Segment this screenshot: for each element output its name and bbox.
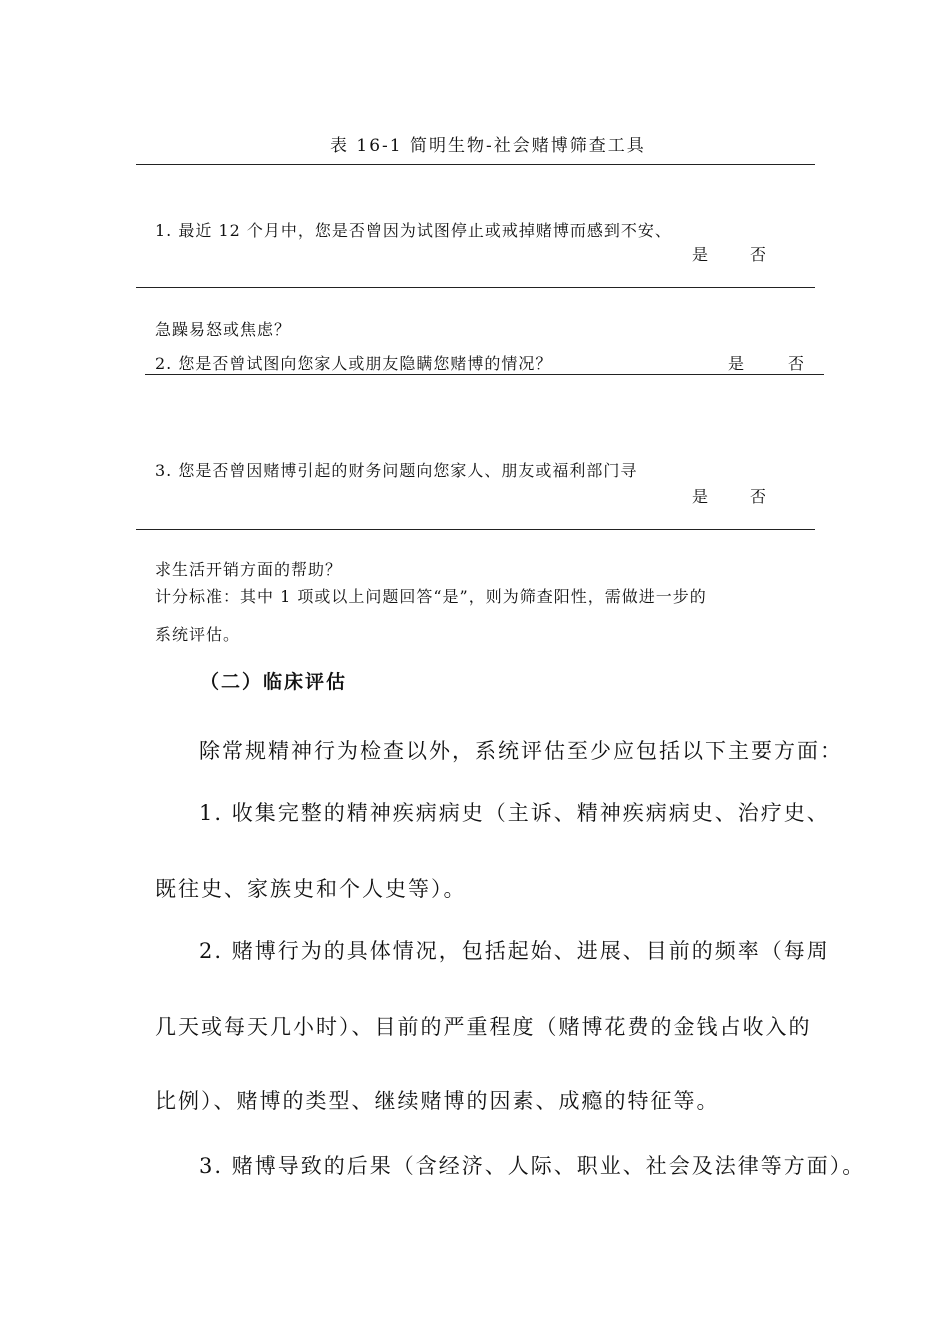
intro-paragraph: 除常规精神行为检查以外，系统评估至少应包括以下主要方面： (199, 739, 843, 763)
section-heading: （二）临床评估 (200, 671, 348, 693)
table-title: 表 16-1 简明生物-社会赌博筛查工具 (330, 136, 646, 156)
item-1-line-2: 既往史、家族史和个人史等）。 (155, 877, 467, 901)
question-1-line-2: 急躁易怒或焦虑？ (155, 320, 292, 339)
scoring-line-2: 系统评估。 (155, 625, 241, 644)
question-3-yes: 是 (692, 487, 710, 506)
item-1-line-1: 1. 收集完整的精神疾病病史（主诉、精神疾病病史、治疗史、 (199, 801, 830, 825)
item-2-line-3: 比例）、赌博的类型、继续赌博的因素、成瘾的特征等。 (155, 1089, 720, 1113)
question-2-no: 否 (788, 354, 806, 373)
question-1-no: 否 (750, 245, 768, 264)
question-3-line-2: 求生活开销方面的帮助？ (155, 560, 343, 579)
table-rule-3 (136, 529, 815, 530)
question-1-line-1: 1. 最近 12 个月中，您是否曾因为试图停止或戒掉赌博而感到不安、 (155, 221, 672, 240)
item-3: 3. 赌博导致的后果（含经济、人际、职业、社会及法律等方面）。 (199, 1154, 866, 1178)
item-2-line-1: 2. 赌博行为的具体情况，包括起始、进展、目前的频率（每周 (199, 939, 830, 963)
scoring-line-1: 计分标准：其中 1 项或以上问题回答“是”，则为筛查阳性，需做进一步的 (155, 587, 707, 606)
table-top-rule (136, 164, 815, 165)
question-2: 2. 您是否曾试图向您家人或朋友隐瞒您赌博的情况？ (155, 354, 553, 373)
question-3-no: 否 (750, 487, 768, 506)
question-3-line-1: 3. 您是否曾因赌博引起的财务问题向您家人、朋友或福利部门寻 (155, 461, 638, 480)
table-rule-2 (145, 374, 824, 375)
question-2-yes: 是 (728, 354, 746, 373)
item-2-line-2: 几天或每天几小时）、目前的严重程度（赌博花费的金钱占收入的 (155, 1015, 812, 1039)
table-rule-1 (136, 287, 815, 288)
question-1-yes: 是 (692, 245, 710, 264)
